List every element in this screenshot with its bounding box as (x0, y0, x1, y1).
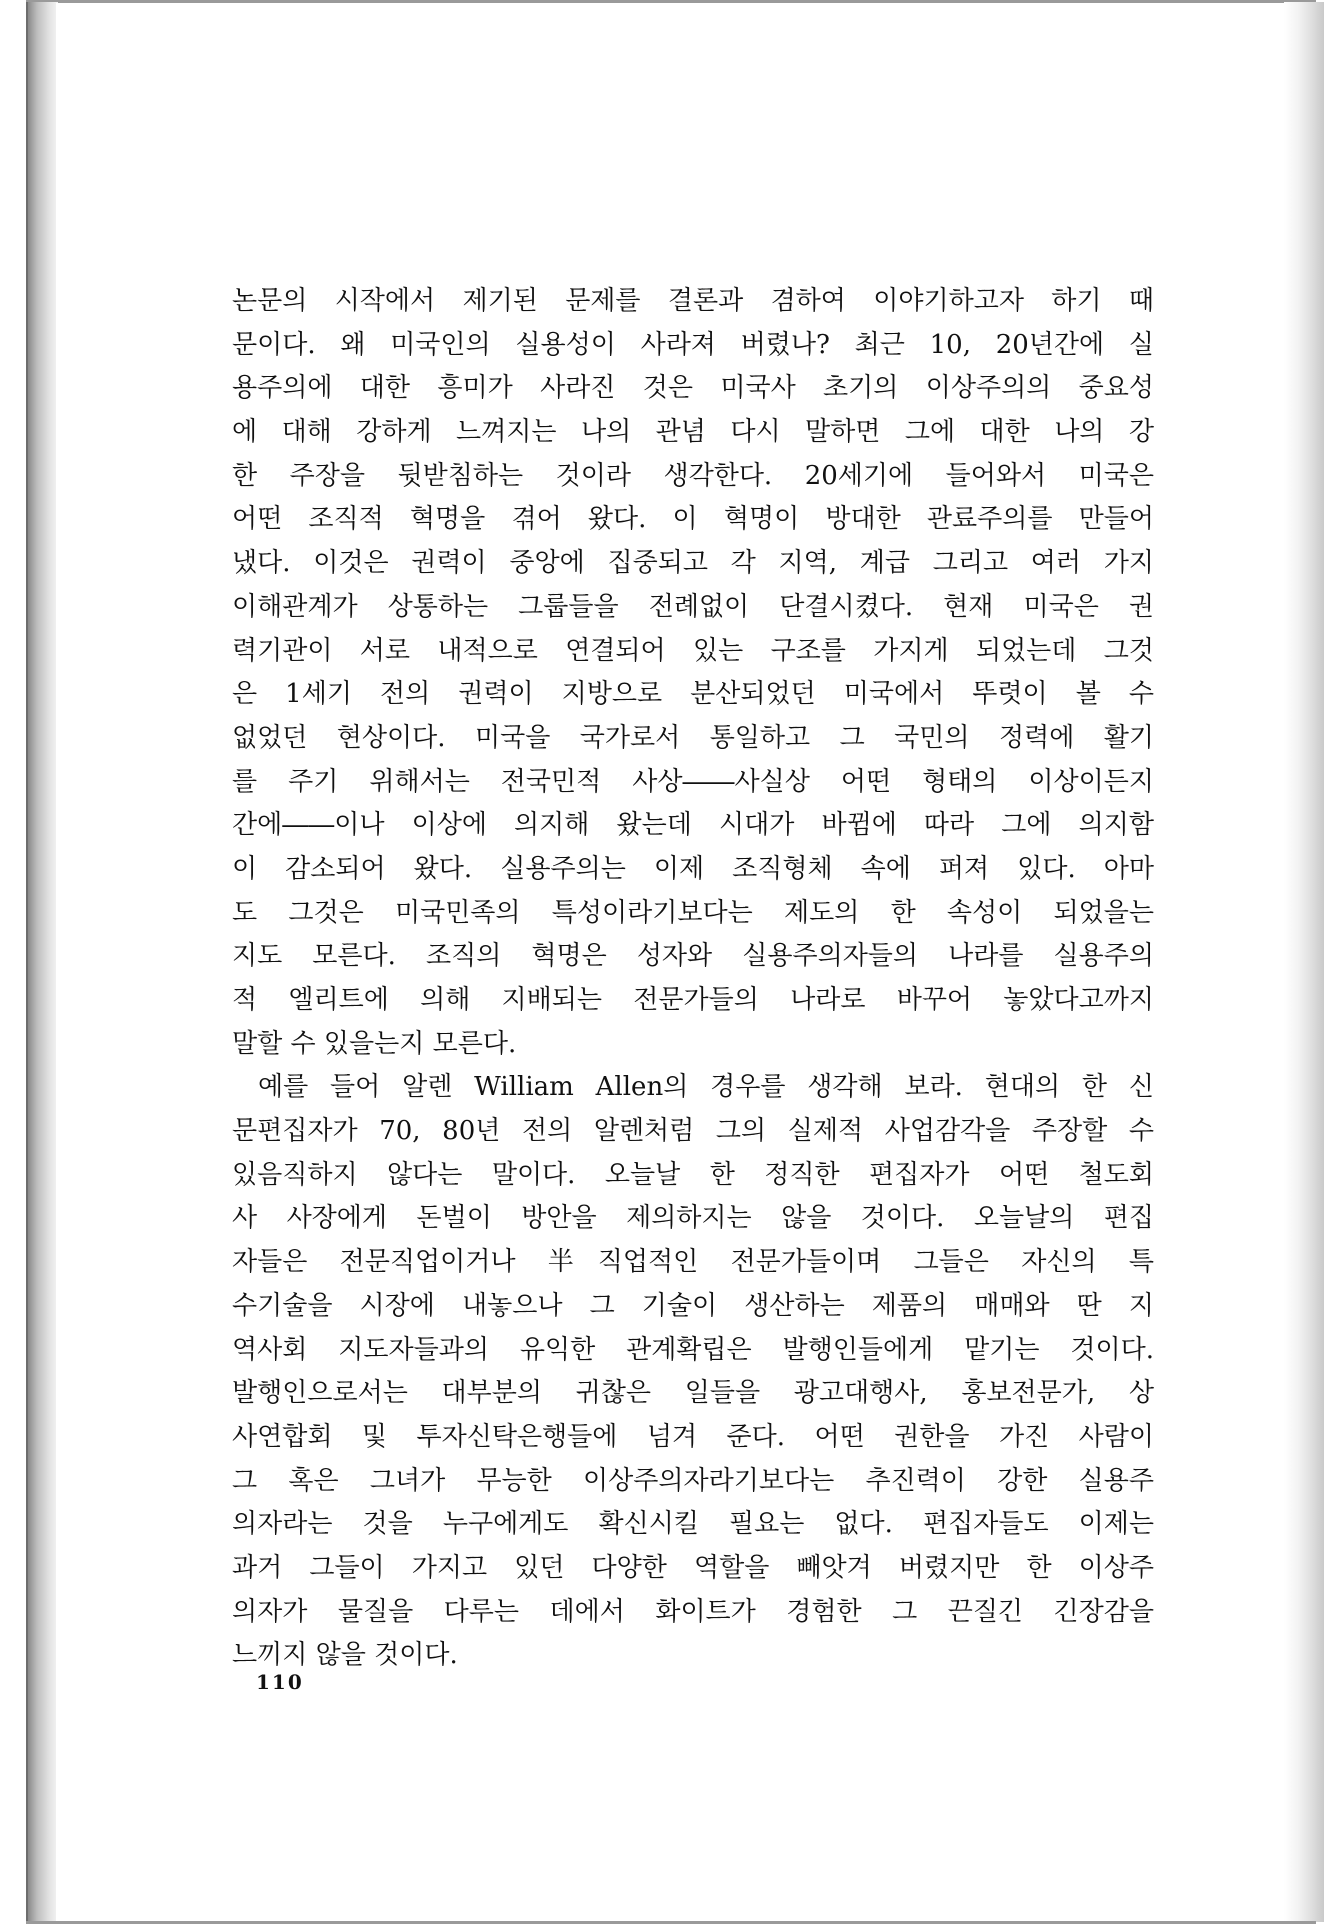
text-line: 이 감소되어 왔다. 실용주의는 이제 조직형체 속에 퍼져 있다. 아마 (232, 853, 1154, 884)
text-line: 냈다. 이것은 권력이 중앙에 집중되고 각 지역, 계급 그리고 여러 가지 (232, 548, 1154, 579)
text-line: 말할 수 있을는지 모른다. (232, 1028, 517, 1059)
text-line: 의자가 물질을 다루는 데에서 화이트가 경험한 그 끈질긴 긴장감을 (232, 1596, 1154, 1627)
text-line: 사연합회 및 투자신탁은행들에 넘겨 준다. 어떤 권한을 가진 사람이 (232, 1421, 1154, 1452)
body-text (232, 280, 1154, 1678)
text-line: 과거 그들이 가지고 있던 다양한 역할을 빼앗겨 버렸지만 한 이상주 (232, 1552, 1154, 1583)
text-line: 발행인으로서는 대부분의 귀찮은 일들을 광고대행사, 홍보전문가, 상 (232, 1378, 1154, 1409)
text-line: 수기술을 시장에 내놓으나 그 기술이 생산하는 제품의 매매와 딴 지 (232, 1290, 1154, 1321)
page-number: 110 (256, 1670, 304, 1694)
text-line: 문이다. 왜 미국인의 실용성이 사라져 버렸나? 최근 10, 20년간에 실 (232, 329, 1154, 360)
text-line: 어떤 조직적 혁명을 겪어 왔다. 이 혁명이 방대한 관료주의를 만들어 (232, 504, 1154, 535)
text-line: 한 주장을 뒷받침하는 것이라 생각한다. 20세기에 들어와서 미국은 (232, 460, 1154, 491)
page-bottom-edge (26, 1921, 1316, 1924)
text-line: 의자라는 것을 누구에게도 확신시킬 필요는 없다. 편집자들도 이제는 (232, 1509, 1154, 1540)
text-line: 은 1세기 전의 권력이 지방으로 분산되었던 미국에서 뚜렷이 볼 수 (232, 679, 1154, 710)
text-line: 도 그것은 미국민족의 특성이라기보다는 제도의 한 속성이 되었을는 (232, 897, 1154, 928)
text-line: 느끼지 않을 것이다. (232, 1640, 458, 1671)
text-line: 이해관계가 상통하는 그룹들을 전례없이 단결시켰다. 현재 미국은 권 (232, 591, 1154, 622)
text-line: 그 혹은 그녀가 무능한 이상주의자라기보다는 추진력이 강한 실용주 (232, 1465, 1154, 1496)
text-line: 에 대해 강하게 느껴지는 나의 관념 다시 말하면 그에 대한 나의 강 (232, 417, 1154, 448)
text-line: 역사회 지도자들과의 유익한 관계확립은 발행인들에게 맡기는 것이다. (232, 1334, 1154, 1365)
text-line: 예를 들어 알렌 William Allen의 경우를 생각해 보라. 현대의 한 신 (258, 1072, 1154, 1103)
text-line: 있음직하지 않다는 말이다. 오늘날 한 정직한 편집자가 어떤 철도회 (232, 1159, 1154, 1190)
page-stack-edge (1284, 2, 1324, 1922)
text-line: 지도 모른다. 조직의 혁명은 성자와 실용주의자들의 나라를 실용주의 (232, 941, 1154, 972)
text-line: 용주의에 대한 흥미가 사라진 것은 미국사 초기의 이상주의의 중요성 (232, 373, 1154, 404)
text-line: 문편집자가 70, 80년 전의 알렌처럼 그의 실제적 사업감각을 주장할 수 (232, 1116, 1154, 1147)
book-spine (26, 2, 58, 1922)
text-line: 없었던 현상이다. 미국을 국가로서 통일하고 그 국민의 정력에 활기 (232, 722, 1154, 753)
text-line: 력기관이 서로 내적으로 연결되어 있는 구조를 가지게 되었는데 그것 (232, 635, 1154, 666)
text-line: 간에――이나 이상에 의지해 왔는데 시대가 바뀜에 따라 그에 의지함 (232, 810, 1154, 841)
text-line: 자들은 전문직업이거나 半직업적인 전문가들이며 그들은 자신의 특 (232, 1247, 1154, 1278)
text-line: 적 엘리트에 의해 지배되는 전문가들의 나라로 바꾸어 놓았다고까지 (232, 985, 1154, 1015)
text-line: 사 사장에게 돈벌이 방안을 제의하지는 않을 것이다. 오늘날의 편집 (232, 1203, 1154, 1234)
text-line: 논문의 시작에서 제기된 문제를 결론과 겸하여 이야기하고자 하기 때 (232, 286, 1154, 316)
text-line: 를 주기 위해서는 전국민적 사상――사실상 어떤 형태의 이상이든지 (232, 766, 1154, 797)
